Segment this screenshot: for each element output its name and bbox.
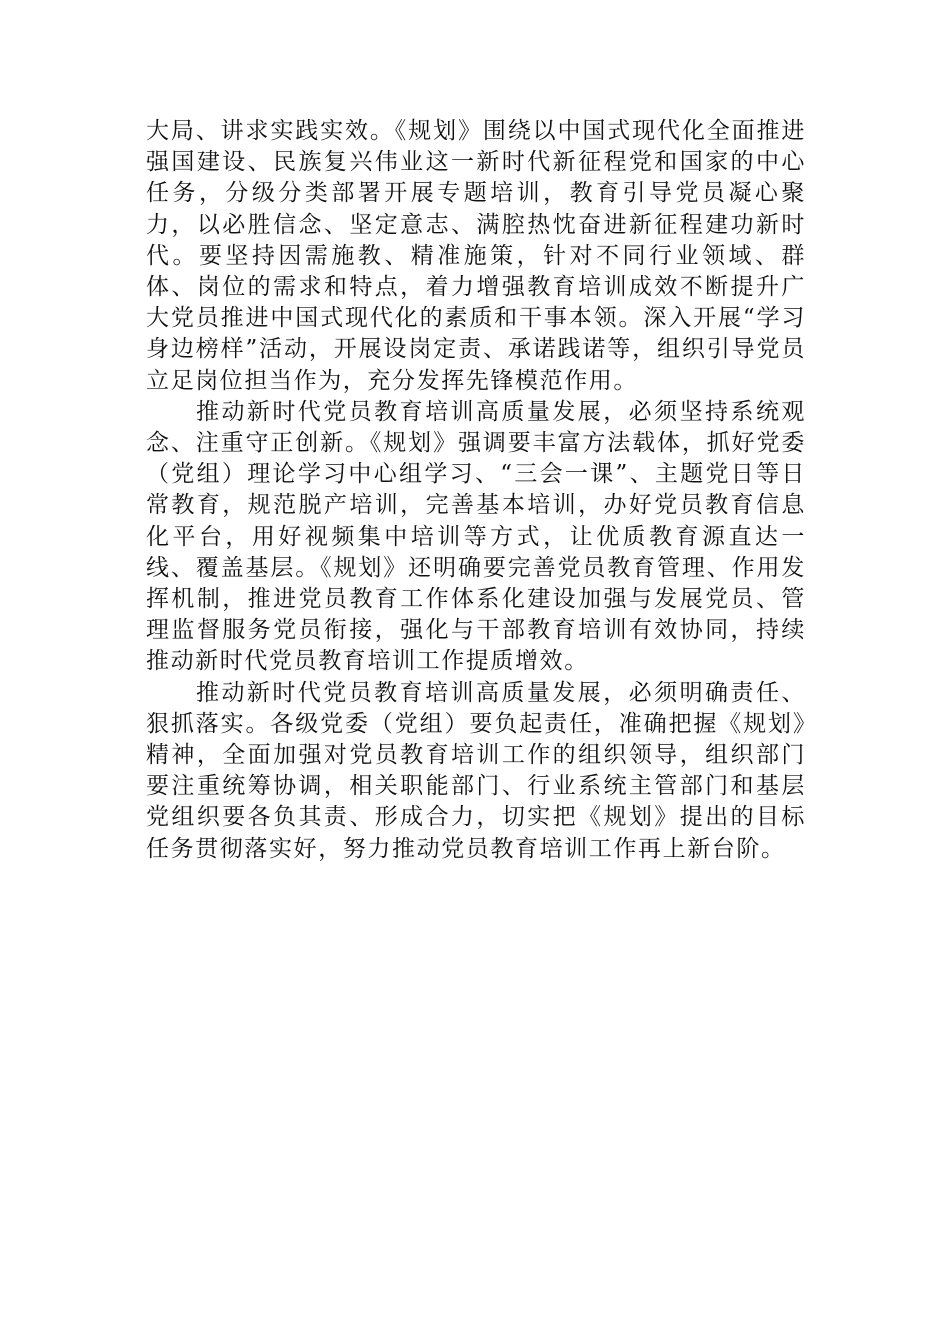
paragraph-responsibility: 推动新时代党员教育培训高质量发展，必须明确责任、狠抓落实。各级党委（党组）要负起责任，准确把握《规划》精神，全面加强对党员教育培训工作的组织领导，组织部门要注重统筹协调，相关职能部门、行业系统主管部门和基层党组织要各负其责、形成合力，切实把《规划》提出的目标任务贯彻落实好，努力推动党员教育培训工作再上新台阶。	[146, 679, 806, 862]
document-page	[146, 116, 806, 865]
paragraph-continuation: 大局、讲求实践实效。《规划》围绕以中国式现代化全面推进强国建设、民族复兴伟业这一新时代新征程党和国家的中心任务，分级分类部署开展专题培训，教育引导党员凝心聚力，以必胜信念、坚定意志、满腔热忱奋进新征程建功新时代。要坚持因需施教、精准施策，针对不同行业领域、群体、岗位的需求和特点，着力增强教育培训成效不断提升广大党员推进中国式现代化的素质和干事本领。深入开展“学习身边榜样”活动，开展设岗定责、承诺践诺等，组织引导党员立足岗位担当作为，充分发挥先锋模范作用。	[146, 118, 806, 394]
paragraph-system-concept: 推动新时代党员教育培训高质量发展，必须坚持系统观念、注重守正创新。《规划》强调要丰富方法载体，抓好党委（党组）理论学习中心组学习、“三会一课”、主题党日等日常教育，规范脱产培训，完善基本培训，办好党员教育信息化平台，用好视频集中培训等方式，让优质教育源直达一线、覆盖基层。《规划》还明确要完善党员教育管理、作用发挥机制，推进党员教育工作体系化建设加强与发展党员、管理监督服务党员衔接，强化与干部教育培训有效协同，持续推动新时代党员教育培训工作提质增效。	[146, 398, 806, 675]
